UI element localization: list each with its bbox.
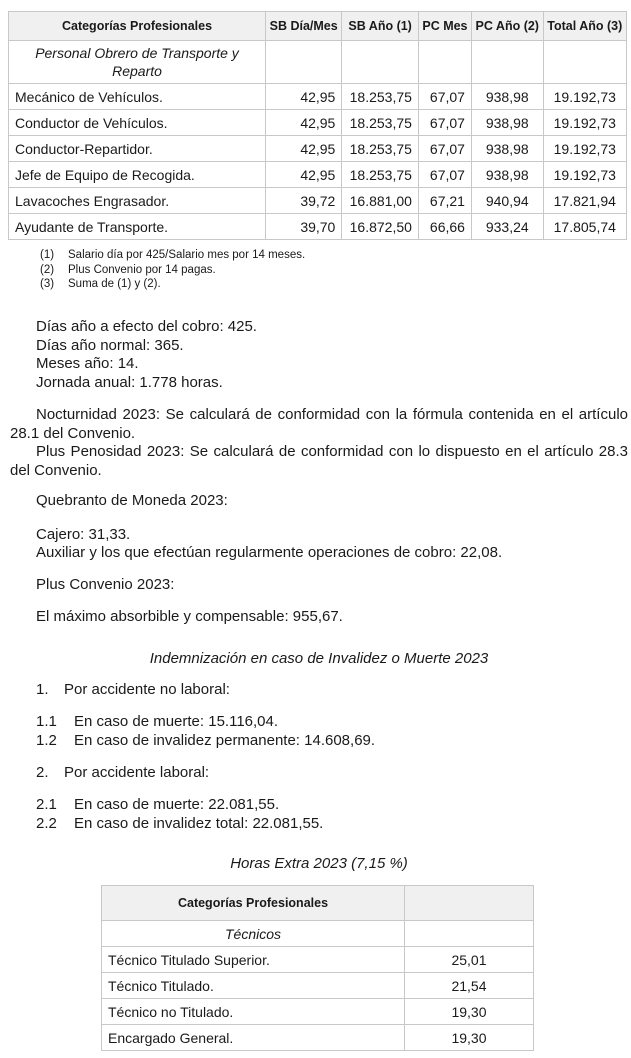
penosidad-paragraph: Plus Penosidad 2023: Se calculará de conformidad con lo dispuesto en el artículo 28.3 del Convenio. bbox=[10, 443, 628, 479]
info-line: Días año a efecto del cobro: 425. bbox=[36, 318, 257, 335]
sb-dia-cell: 42,95 bbox=[266, 162, 342, 188]
value-cell: 25,01 bbox=[405, 947, 534, 973]
overtime-table bbox=[101, 885, 534, 1051]
table-row bbox=[9, 84, 627, 110]
pc-mes-cell: 67,21 bbox=[418, 188, 471, 214]
list-item: 1.1 En caso de muerte: 15.116,04. bbox=[36, 713, 279, 730]
total-cell: 17.805,74 bbox=[543, 214, 626, 240]
sb-ano-cell: 18.253,75 bbox=[342, 110, 419, 136]
total-cell: 17.821,94 bbox=[543, 188, 626, 214]
category-cell: Lavacoches Engrasador. bbox=[9, 188, 266, 214]
category-cell: Técnico no Titulado. bbox=[102, 999, 405, 1025]
category-cell: Jefe de Equipo de Recogida. bbox=[9, 162, 266, 188]
column-header: PC Año (2) bbox=[471, 12, 543, 41]
sb-dia-cell: 42,95 bbox=[266, 110, 342, 136]
pc-mes-cell: 67,07 bbox=[418, 110, 471, 136]
table-row bbox=[102, 973, 534, 999]
sb-dia-cell: 42,95 bbox=[266, 136, 342, 162]
list-item: 2.1 En caso de muerte: 22.081,55. bbox=[36, 796, 280, 813]
table-row bbox=[9, 110, 627, 136]
maximo-line: El máximo absorbible y compensable: 955,67. bbox=[36, 608, 343, 625]
auxiliar-line: Auxiliar y los que efectúan regularmente operaciones de cobro: 22,08. bbox=[36, 544, 503, 561]
column-header: PC Mes bbox=[418, 12, 471, 41]
footnote: (3) Suma de (1) y (2). bbox=[40, 278, 161, 290]
table-header-row bbox=[9, 12, 627, 41]
column-header: SB Año (1) bbox=[342, 12, 419, 41]
value-cell: 21,54 bbox=[405, 973, 534, 999]
column-header: Categorías Profesionales bbox=[102, 886, 405, 921]
section-label: Personal Obrero de Transporte y Reparto bbox=[9, 41, 266, 84]
pc-ano-cell: 933,24 bbox=[471, 214, 543, 240]
section-row bbox=[102, 921, 534, 947]
sb-ano-cell: 16.881,00 bbox=[342, 188, 419, 214]
column-header: Categorías Profesionales bbox=[9, 12, 266, 41]
table-header-row bbox=[102, 886, 534, 921]
column-header bbox=[405, 886, 534, 921]
pc-ano-cell: 938,98 bbox=[471, 162, 543, 188]
category-cell: Técnico Titulado Superior. bbox=[102, 947, 405, 973]
section-row bbox=[9, 41, 627, 84]
sb-ano-cell: 16.872,50 bbox=[342, 214, 419, 240]
category-cell: Encargado General. bbox=[102, 1025, 405, 1051]
total-cell: 19.192,73 bbox=[543, 136, 626, 162]
pc-mes-cell: 67,07 bbox=[418, 136, 471, 162]
category-cell: Técnico Titulado. bbox=[102, 973, 405, 999]
sb-dia-cell: 39,72 bbox=[266, 188, 342, 214]
sb-ano-cell: 18.253,75 bbox=[342, 136, 419, 162]
column-header: SB Día/Mes bbox=[266, 12, 342, 41]
total-cell: 19.192,73 bbox=[543, 84, 626, 110]
sb-dia-cell: 39,70 bbox=[266, 214, 342, 240]
cajero-line: Cajero: 31,33. bbox=[36, 526, 131, 543]
pc-mes-cell: 66,66 bbox=[418, 214, 471, 240]
info-line: Jornada anual: 1.778 horas. bbox=[36, 373, 223, 391]
table-row bbox=[9, 214, 627, 240]
total-cell: 19.192,73 bbox=[543, 110, 626, 136]
footnote: (2) Plus Convenio por 14 pagas. bbox=[40, 263, 216, 276]
table-row bbox=[102, 1025, 534, 1051]
pc-mes-cell: 67,07 bbox=[418, 84, 471, 110]
horas-extra-title: Horas Extra 2023 (7,15 %) bbox=[230, 855, 408, 872]
total-cell: 19.192,73 bbox=[543, 162, 626, 188]
category-cell: Ayudante de Transporte. bbox=[9, 214, 266, 240]
list-item: 2.2 En caso de invalidez total: 22.081,55. bbox=[36, 815, 324, 832]
quebranto-title: Quebranto de Moneda 2023: bbox=[36, 492, 228, 509]
indemnizacion-title: Indemnización en caso de Invalidez o Muerte 2023 bbox=[149, 650, 489, 667]
info-line: Meses año: 14. bbox=[36, 355, 139, 372]
pc-ano-cell: 938,98 bbox=[471, 84, 543, 110]
pc-ano-cell: 938,98 bbox=[471, 136, 543, 162]
table-row bbox=[102, 999, 534, 1025]
pc-ano-cell: 938,98 bbox=[471, 110, 543, 136]
category-cell: Mecánico de Vehículos. bbox=[9, 84, 266, 110]
value-cell: 19,30 bbox=[405, 999, 534, 1025]
info-block bbox=[10, 318, 631, 392]
footnote: (1) Salario día por 425/Salario mes por 14 meses. bbox=[40, 249, 306, 261]
footnotes bbox=[40, 248, 305, 292]
pc-mes-cell: 67,07 bbox=[418, 162, 471, 188]
sb-ano-cell: 18.253,75 bbox=[342, 162, 419, 188]
category-cell: Conductor-Repartidor. bbox=[9, 136, 266, 162]
pc-ano-cell: 940,94 bbox=[471, 188, 543, 214]
nocturnidad-paragraph: Nocturnidad 2023: Se calculará de conformidad con la fórmula contenida en el artículo 28.1 del Convenio. bbox=[10, 406, 628, 442]
section-label: Técnicos bbox=[102, 921, 405, 947]
list-item: 2. Por accidente laboral: bbox=[36, 764, 210, 781]
value-cell: 19,30 bbox=[405, 1025, 534, 1051]
plus-convenio-title: Plus Convenio 2023: bbox=[36, 576, 175, 593]
info-line: Días año normal: 365. bbox=[36, 336, 184, 354]
list-item: 1.2 En caso de invalidez permanente: 14.608,69. bbox=[36, 732, 376, 749]
salary-table bbox=[8, 11, 627, 240]
column-header: Total Año (3) bbox=[543, 12, 626, 41]
list-item: 1. Por accidente no laboral: bbox=[36, 681, 230, 698]
table-row bbox=[9, 162, 627, 188]
sb-ano-cell: 18.253,75 bbox=[342, 84, 419, 110]
category-cell: Conductor de Vehículos. bbox=[9, 110, 266, 136]
sb-dia-cell: 42,95 bbox=[266, 84, 342, 110]
table-row bbox=[102, 947, 534, 973]
table-row bbox=[9, 188, 627, 214]
table-row bbox=[9, 136, 627, 162]
